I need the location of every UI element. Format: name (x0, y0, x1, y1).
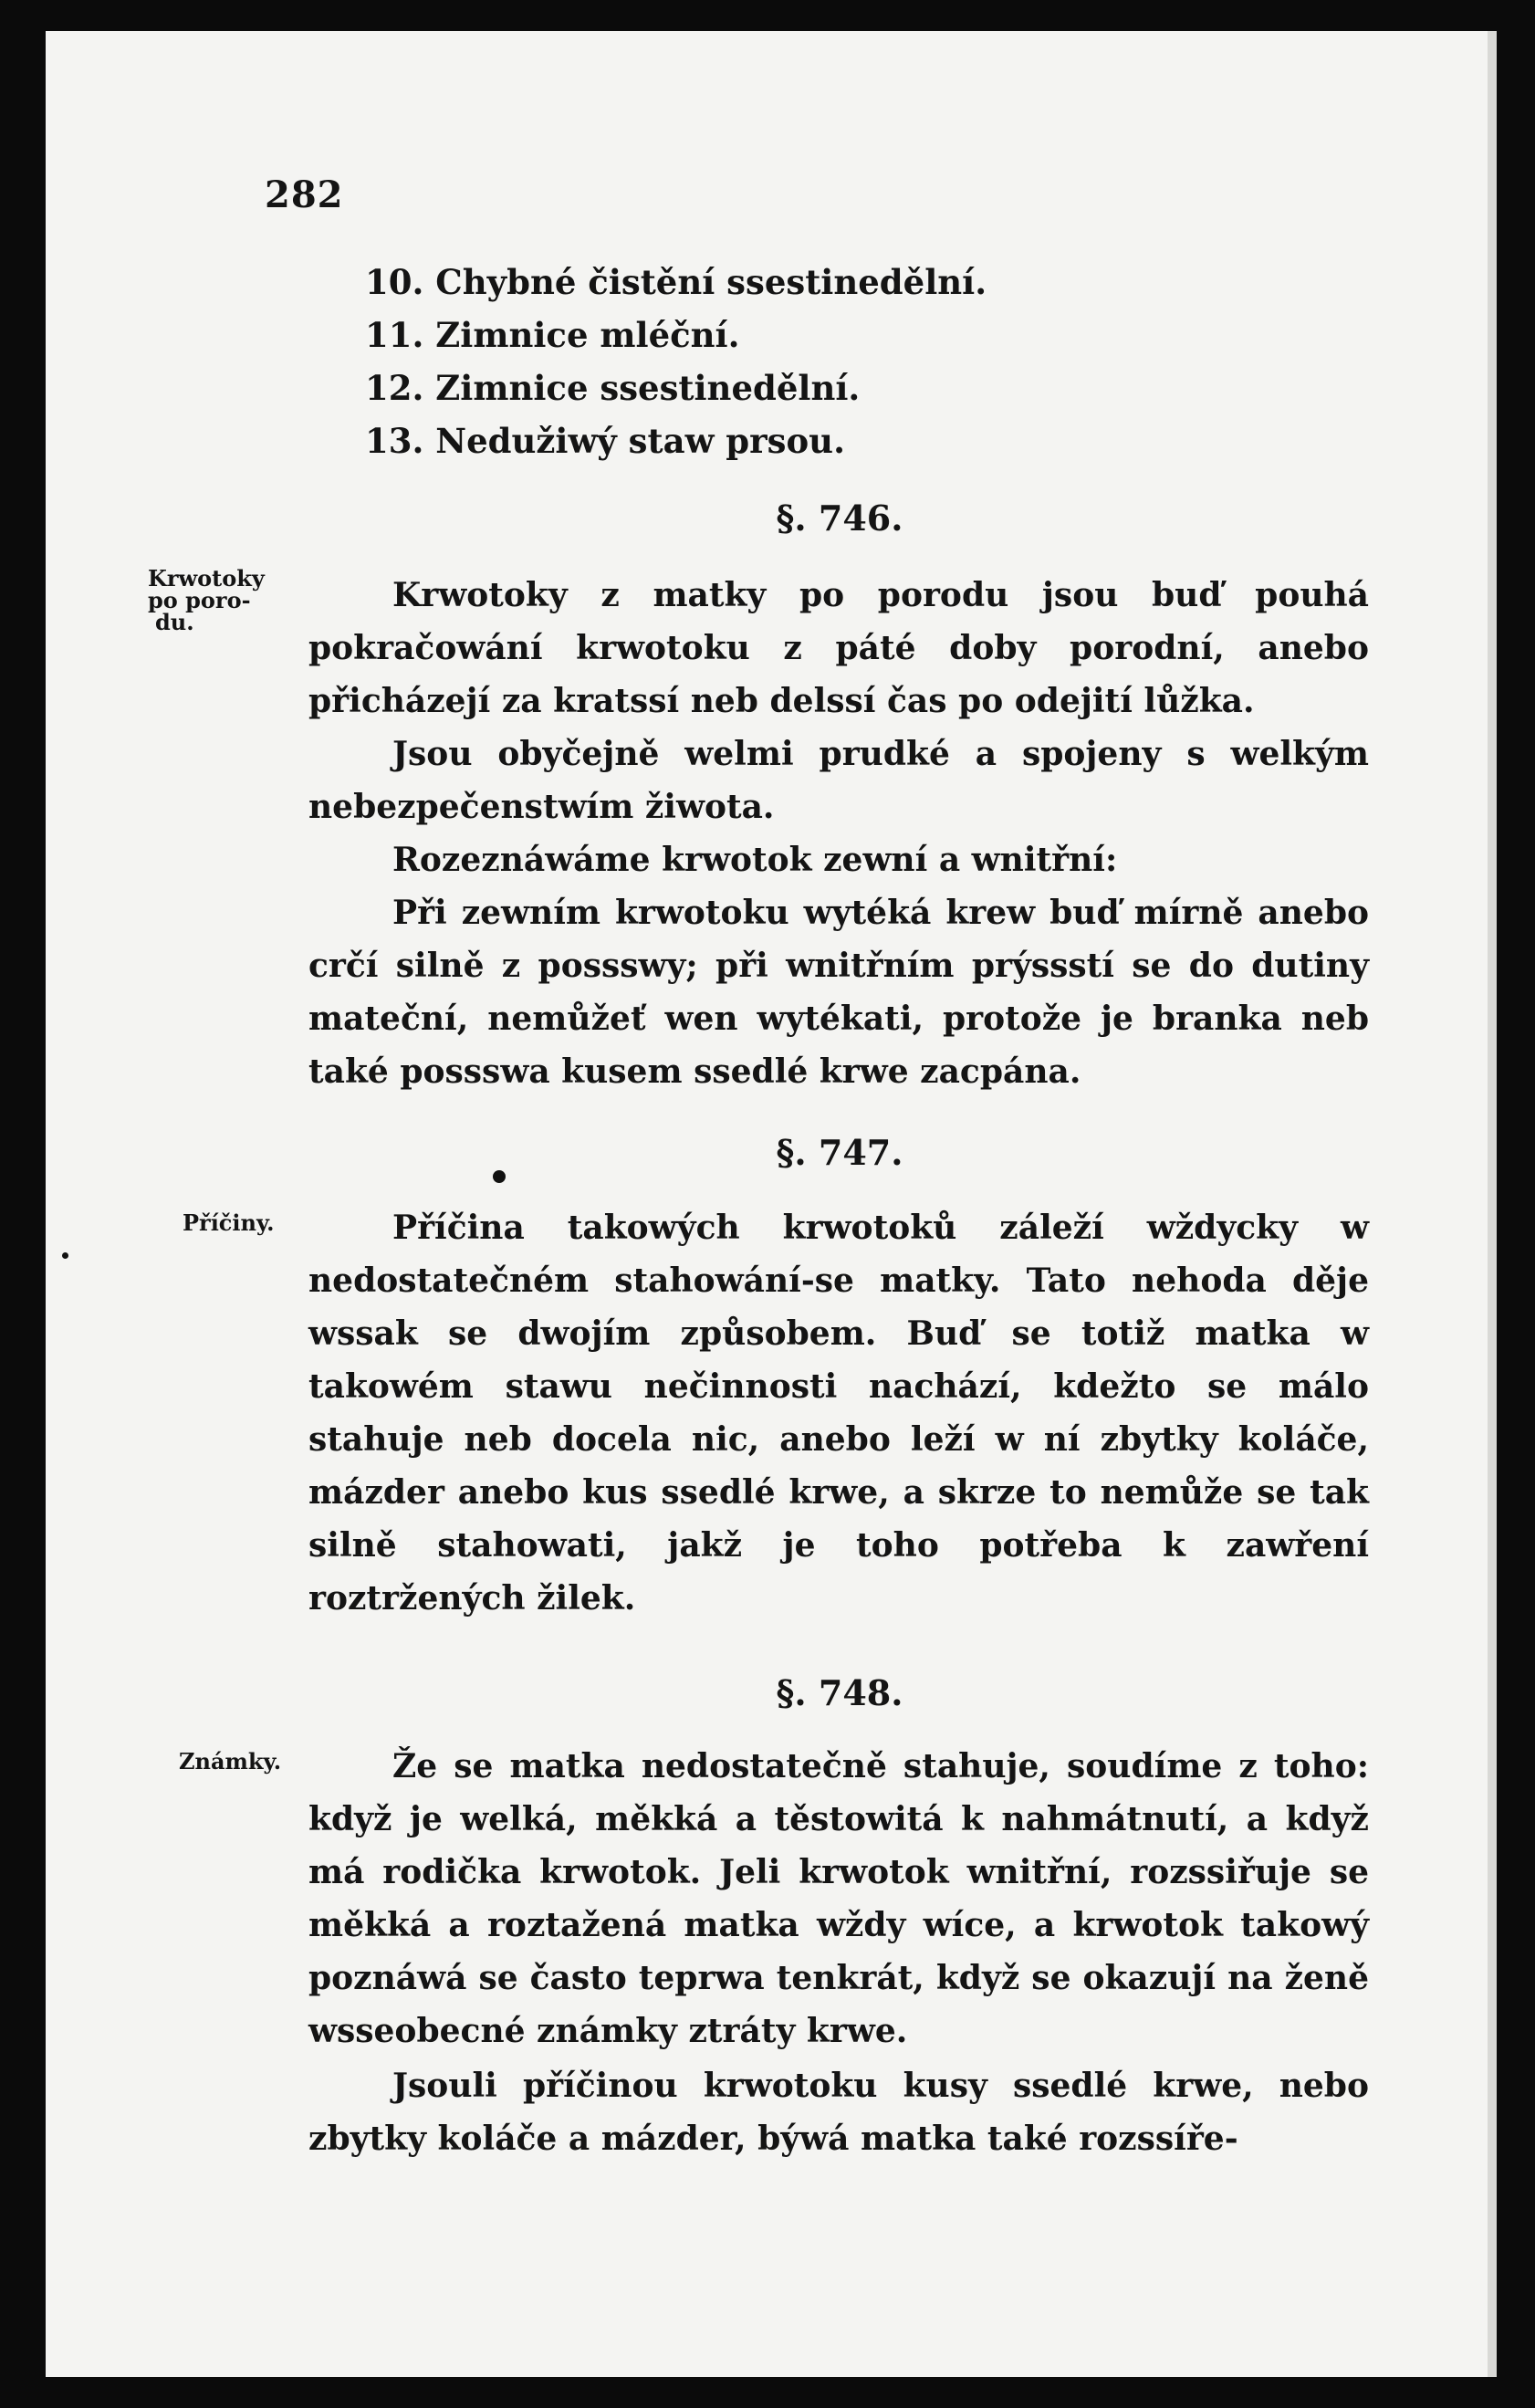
ink-speck (493, 1170, 506, 1183)
list-item: 13. Nedužiwý staw prsou. (365, 421, 845, 461)
margin-note-bleeding: Krwotoky po poro- du. (148, 565, 265, 635)
paragraph: Že se matka nedostatečně stahuje, soudíme z toho: když je welká, měkká a těstowitá k nahmátnutí, a když má rodička krwotok. Jeli krwotok wnitřní, rozssiřuje se měkká a roztažená matka wždy wíce, a krwotok takowý poznáwá se často teprwa tenkrát, když se okazují na ženě wsseobecné známky ztráty krwe. (308, 1747, 1369, 2050)
margin-note-signs: Známky. (179, 1748, 282, 1775)
ink-speck (62, 1252, 68, 1259)
paragraph: Krwotoky z matky po porodu jsou buď pouhá pokračowání krwotoku z páté doby porodní, anebo přicházejí za kratssí neb delssí čas po odejití lůžka. (308, 576, 1369, 720)
paragraph: Při zewním krwotoku wytéká krew buď mírně anebo crčí silně z possswy; při wnitřním prýssstí se do dutiny mateční, nemůžeť wen wytékati, protože je branka neb také possswa kusem ssedlé krwe zacpána. (308, 894, 1369, 1091)
page-edge (1488, 31, 1497, 2377)
page-number: 282 (265, 173, 344, 216)
section-heading-747: §. 747. (776, 1132, 903, 1173)
paragraph: Rozeznáwáme krwotok zewní a wnitřní: (392, 841, 1118, 879)
list-item: 10. Chybné čistění ssestinedělní. (365, 262, 987, 302)
paragraph: Příčina takowých krwotoků záleží wždycky w nedostatečném stahowání-se matky. Tato nehoda děje wssak se dwojím způsobem. Buď se totiž matka w takowém stawu nečinnosti nachází, kdežto se málo stahuje neb docela nic, anebo leží w ní zbytky koláče, mázder anebo kus ssedlé krwe, a skrze to nemůže se tak silně stahowati, jakž je toho potřeba k zawření roztržených žilek. (308, 1209, 1369, 1618)
list-item: 12. Zimnice ssestinedělní. (365, 368, 861, 408)
paragraph: Jsouli příčinou krwotoku kusy ssedlé krwe, nebo zbytky koláče a mázder, býwá matka také rozssíře- (308, 2067, 1369, 2158)
paragraph: Jsou obyčejně welmi prudké a spojeny s welkým nebezpečenstwím žiwota. (308, 735, 1369, 826)
list-item: 11. Zimnice mléční. (365, 315, 740, 355)
section-heading-748: §. 748. (776, 1672, 903, 1713)
numbered-list (365, 256, 987, 467)
section-heading-746: §. 746. (776, 497, 903, 539)
margin-note-causes: Příčiny. (183, 1209, 275, 1236)
